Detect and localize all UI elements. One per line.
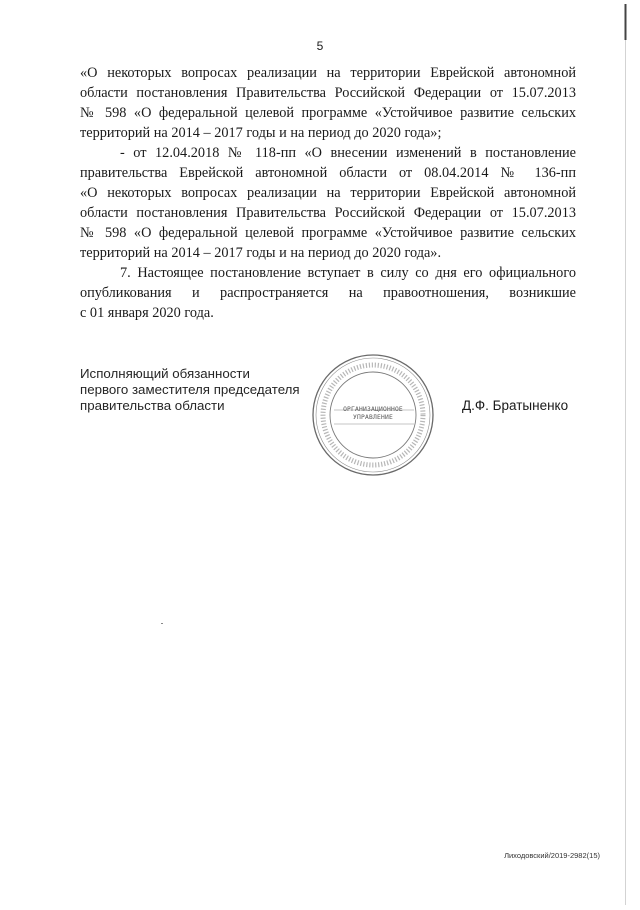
scan-edge-shadow	[624, 0, 627, 905]
text-line: территорий на 2014 – 2017 годы и на период до 2020 года».	[80, 245, 442, 261]
paragraph-amendment	[80, 143, 576, 263]
footer-document-code: Лиходовский/2019-2982(15)	[504, 851, 600, 860]
text-line: 7. Настоящее постановление вступает в силу со дня его официального	[120, 265, 576, 281]
text-line: «О некоторых вопросах реализации на территории Еврейской автономной	[80, 65, 576, 81]
scan-speck	[161, 623, 163, 624]
scan-edge-line	[624, 0, 627, 905]
text-line: области постановления Правительства Российской Федерации от 15.07.2013	[80, 85, 576, 101]
text-line: № 598 «О федеральной целевой программе «Устойчивое развитие сельских	[80, 225, 576, 241]
seal-label-line: УПРАВЛЕНИЕ	[353, 414, 393, 421]
signer-position	[80, 366, 320, 414]
document-body	[80, 63, 576, 323]
text-line: опубликования и распространяется на правоотношения, возникшие	[80, 285, 576, 301]
text-line: с 01 января 2020 года.	[80, 305, 214, 321]
page-number: 5	[316, 39, 324, 53]
text-line: области постановления Правительства Российской Федерации от 15.07.2013	[80, 205, 576, 221]
text-line: правительства Еврейской автономной области от 08.04.2014 № 136-пп	[80, 165, 576, 181]
text-line: «О некоторых вопросах реализации на территории Еврейской автономной	[80, 185, 576, 201]
text-line: - от 12.04.2018 № 118-пп «О внесении изменений в постановление	[120, 145, 576, 161]
seal-label-line: ОРГАНИЗАЦИОННОЕ	[343, 406, 403, 413]
paragraph-continuation	[80, 63, 576, 143]
round-seal-stamp-icon	[310, 352, 436, 478]
signer-line: Исполняющий обязанности	[80, 366, 250, 381]
text-line: территорий на 2014 – 2017 годы и на период до 2020 года»;	[80, 125, 442, 141]
signer-line: первого заместителя председателя	[80, 382, 300, 397]
signatory-name: Д.Ф. Братыненко	[462, 398, 569, 413]
paragraph-item-7	[80, 263, 576, 323]
text-line: № 598 «О федеральной целевой программе «Устойчивое развитие сельских	[80, 105, 576, 121]
signer-line: правительства области	[80, 398, 225, 413]
seal-label	[330, 406, 416, 422]
